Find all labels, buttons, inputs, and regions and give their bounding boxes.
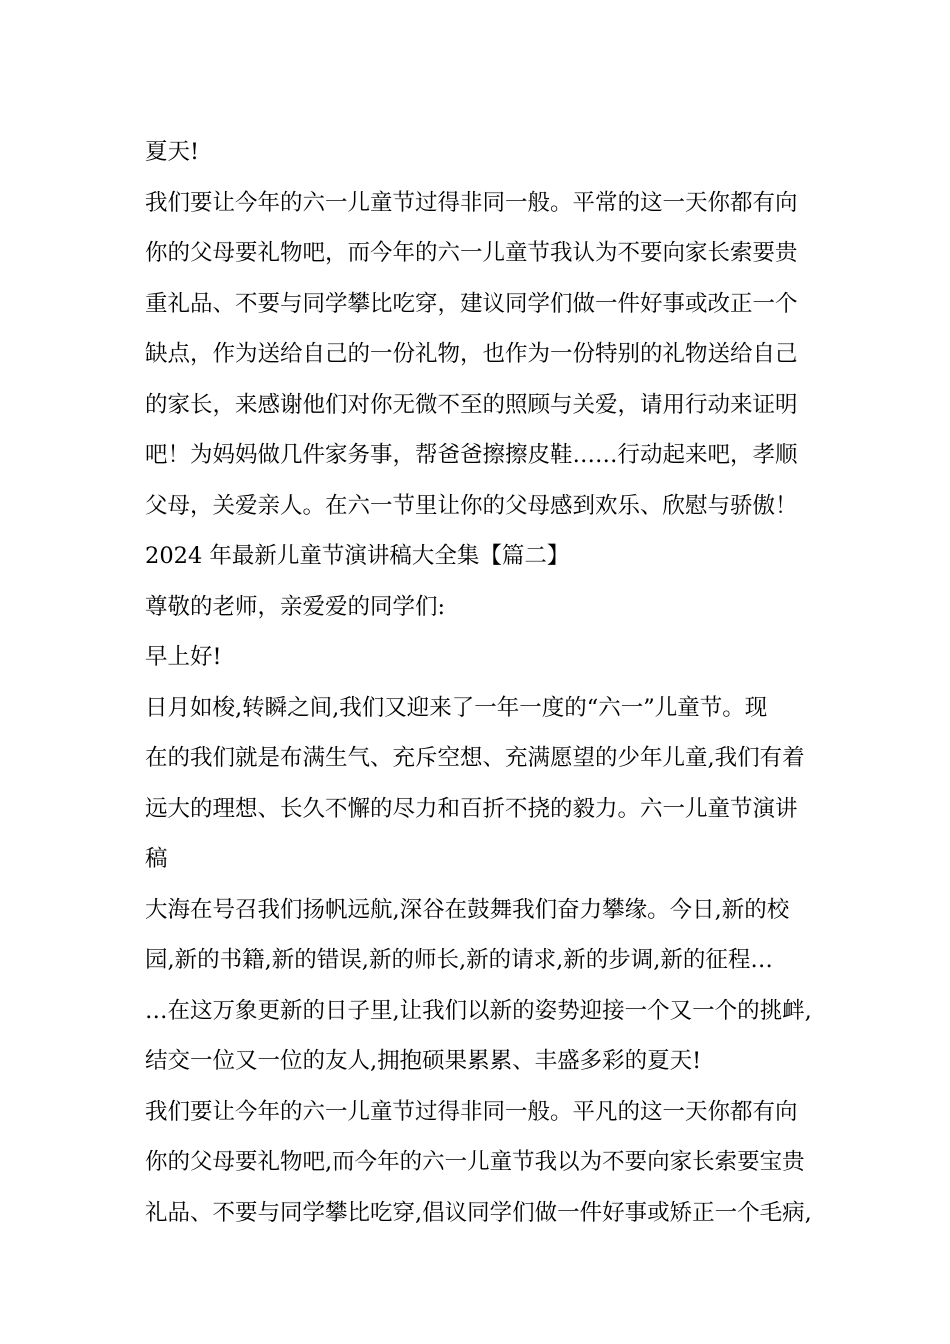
text-line: 日月如梭,转瞬之间,我们又迎来了一年一度的“六一”儿童节。现 [145, 694, 768, 721]
text-line: 重礼品、不要与同学攀比吃穿，建议同学们做一件好事或改正一个 [145, 290, 798, 317]
document-body [145, 127, 835, 1238]
text-line: 稿 [145, 846, 168, 872]
text-line: 园,新的书籍,新的错误,新的师长,新的请求,新的步调,新的征程… [145, 947, 773, 973]
text-line: 吧！为妈妈做几件家务事，帮爸爸擦擦皮鞋……行动起来吧，孝顺 [145, 442, 798, 468]
text-line: 你的父母要礼物吧,而今年的六一儿童节我以为不要向家长索要宝贵 [145, 1149, 805, 1175]
text-line: 缺点，作为送给自己的一份礼物，也作为一份特别的礼物送给自己 [145, 341, 798, 367]
text-line: 父母，关爱亲人。在六一节里让你的父母感到欢乐、欣慰与骄傲！ [145, 492, 798, 519]
text-line: 礼品、不要与同学攀比吃穿,倡议同学们做一件好事或矫正一个毛病, [145, 1199, 812, 1226]
text-line: 我们要让今年的六一儿童节过得非同一般。平凡的这一天你都有向 [145, 1098, 798, 1125]
section-heading: 2024 年最新儿童节演讲稿大全集【篇二】 [145, 543, 570, 569]
text-line: …在这万象更新的日子里,让我们以新的姿势迎接一个又一个的挑衅, [145, 997, 812, 1024]
text-line: 尊敬的老师，亲爱爱的同学们: [145, 593, 446, 620]
text-line: 远大的理想、长久不懈的尽力和百折不挠的毅力。六一儿童节演讲 [145, 795, 798, 822]
text-line: 结交一位又一位的友人,拥抱硕果累累、丰盛多彩的夏天! [145, 1048, 702, 1074]
text-line: 的家长，来感谢他们对你无微不至的照顾与关爱，请用行动来证明 [145, 391, 798, 418]
text-line: 你的父母要礼物吧，而今年的六一儿童节我认为不要向家长索要贵 [145, 240, 798, 266]
text-line: 夏天! [145, 139, 200, 165]
text-line: 早上好! [145, 644, 222, 670]
text-line: 我们要让今年的六一儿童节过得非同一般。平常的这一天你都有向 [145, 189, 798, 216]
text-line: 大海在号召我们扬帆远航,深谷在鼓舞我们奋力攀缘。今日,新的校 [145, 896, 790, 923]
text-line: 在的我们就是布满生气、充斥空想、充满愿望的少年儿童,我们有着 [145, 745, 805, 771]
